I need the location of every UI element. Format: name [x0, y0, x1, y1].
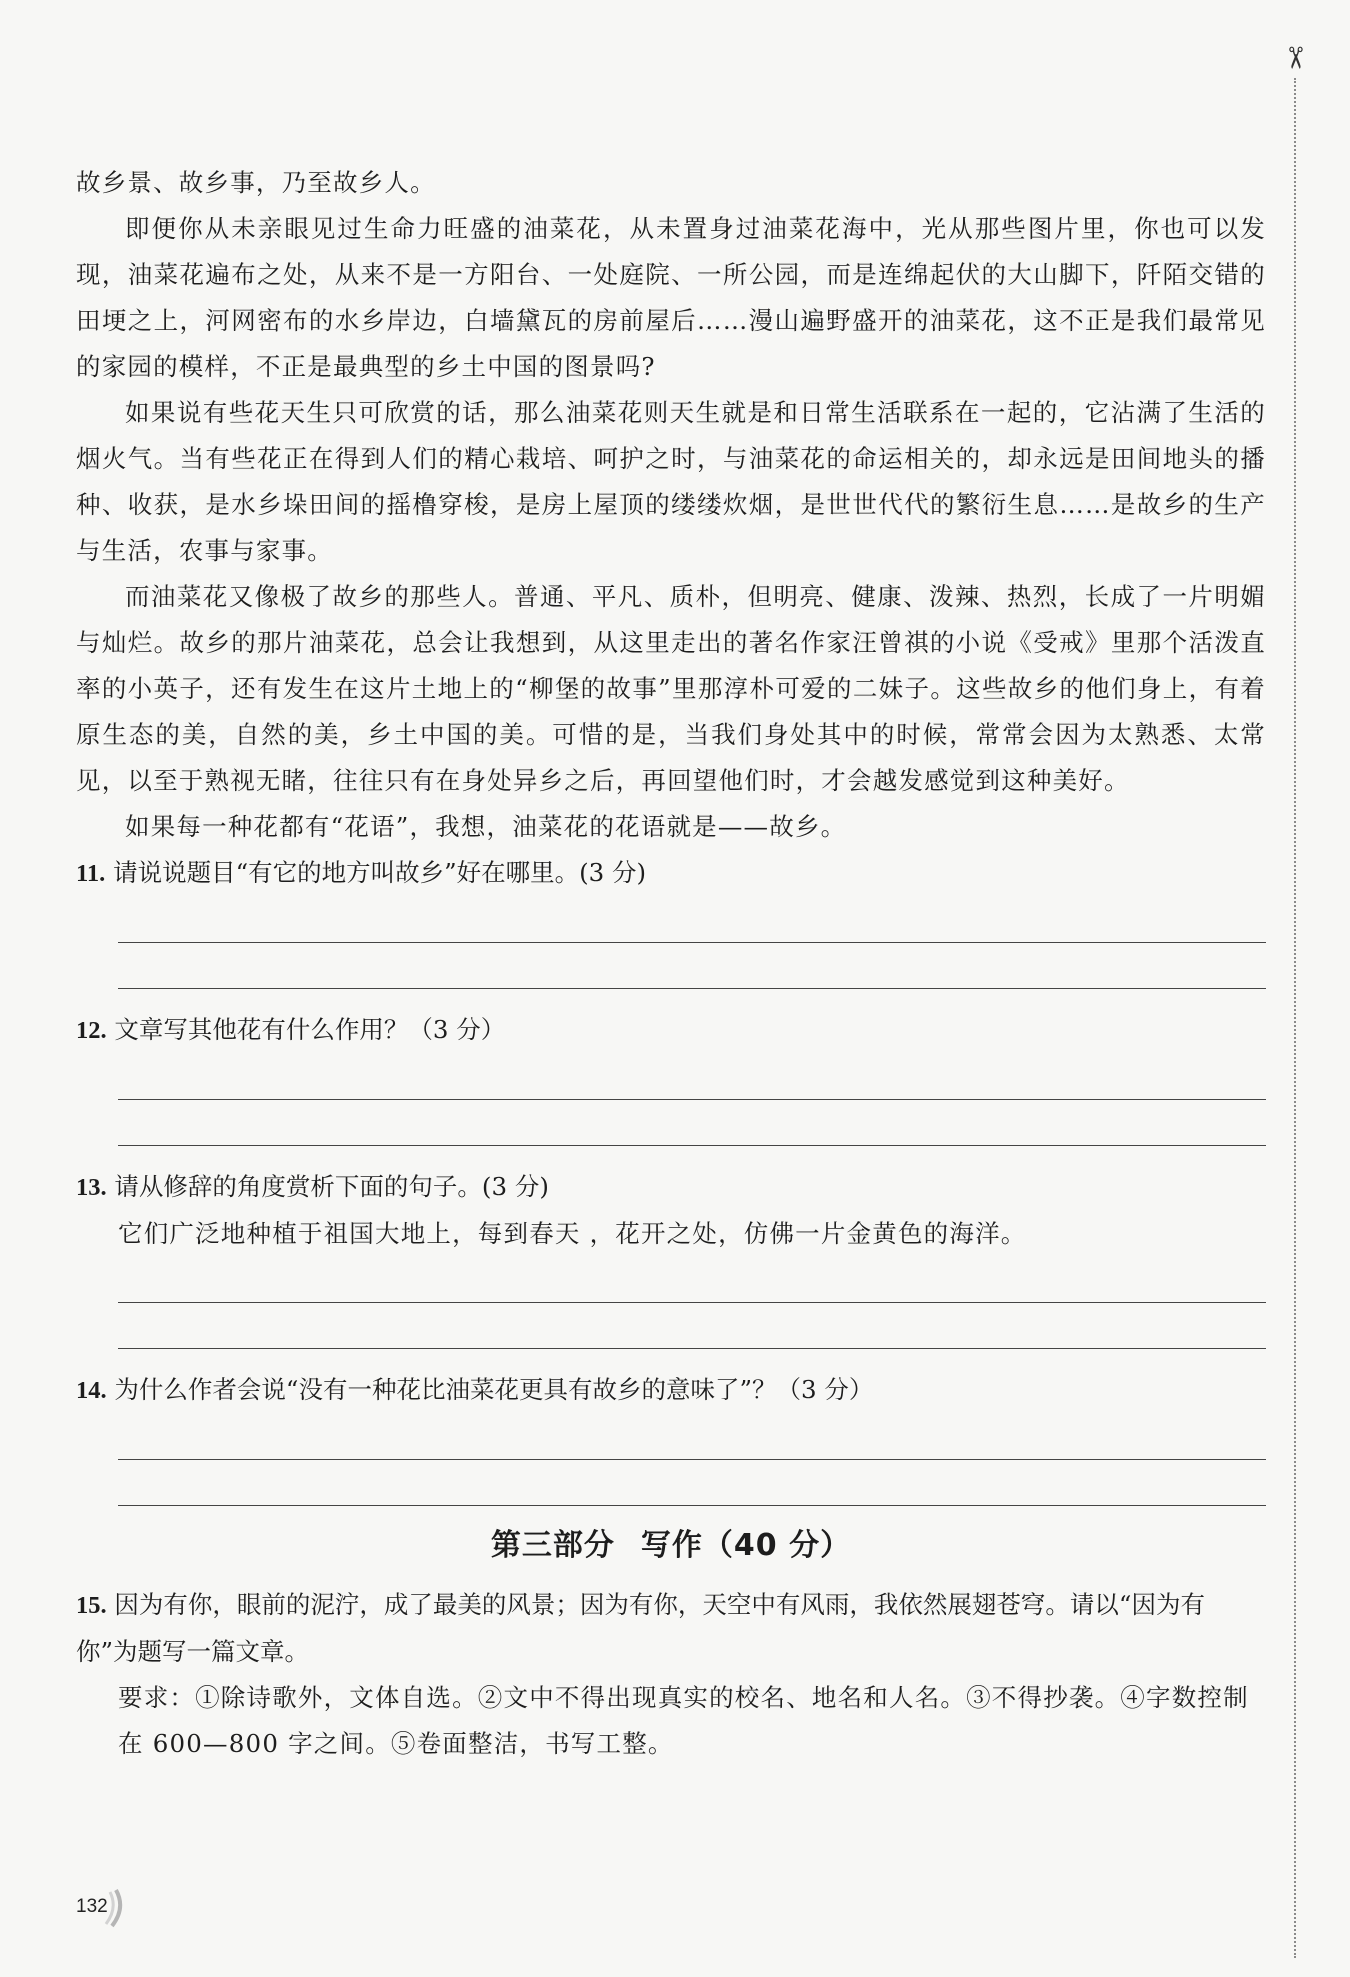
section-part: 第三部分 [490, 1528, 615, 1563]
page-number-badge [72, 1886, 128, 1930]
paragraph-1: 故乡景、故乡事，乃至故乡人。 [76, 168, 436, 197]
question-14 [76, 1367, 1266, 1414]
question-12 [76, 1007, 1266, 1054]
paragraph-5: 如果每一种花都有“花语”，我想，油菜花的花语就是——故乡。 [125, 812, 847, 841]
answer-line[interactable] [118, 1100, 1266, 1146]
question-text: 请说说题目“有它的地方叫故乡”好在哪里。(3 分) [113, 858, 647, 887]
answer-line[interactable] [118, 1303, 1266, 1349]
question-number: 11. [76, 860, 106, 887]
question-text: 为什么作者会说“没有一种花比油菜花更具有故乡的意味了”？（3 分） [114, 1375, 874, 1404]
question-13 [76, 1164, 1266, 1211]
answer-line[interactable] [118, 897, 1266, 943]
paragraph-4: 而油菜花又像极了故乡的那些人。普通、平凡、质朴，但明亮、健康、泼辣、热烈，长成了一片明媚与灿烂。故乡的那片油菜花，总会让我想到，从这里走出的著名作家汪曾祺的小说《受戒》里那个活泼直率的小英子，还有发生在这片土地上的“柳堡的故事”里那淳朴可爱的二妹子。这些故乡的他们身上，有着原生态的美，自然的美，乡土中国的美。可惜的是，当我们身处其中的时候，常常会因为太熟悉、太常见，以至于熟视无睹，往往只有在身处异乡之后，再回望他们时，才会越发感觉到这种美好。 [76, 582, 1266, 795]
question-text: 请从修辞的角度赏析下面的句子。(3 分) [114, 1172, 549, 1201]
page-number: 132 [76, 1896, 108, 1917]
answer-line[interactable] [118, 1257, 1266, 1303]
section-title [76, 1514, 1266, 1578]
question-text: 文章写其他花有什么作用？（3 分） [114, 1015, 506, 1044]
question-15 [76, 1582, 1266, 1675]
question-13-sentence: 它们广泛地种植于祖国大地上，每到春天 ，花开之处，仿佛一片金黄色的海洋。 [118, 1219, 1027, 1248]
writing-prompt: 因为有你，眼前的泥泞，成了最美的风景；因为有你，天空中有风雨，我依然展翅苍穹。请以“因为有你”为题写一篇文章。 [76, 1590, 1205, 1666]
paragraph-2: 即便你从未亲眼见过生命力旺盛的油菜花，从未置身过油菜花海中，光从那些图片里，你也可以发现，油菜花遍布之处，从来不是一方阳台、一处庭院、一所公园，而是连绵起伏的大山脚下，阡陌交错的田埂之上，河网密布的水乡岸边，白墙黛瓦的房前屋后……漫山遍野盛开的油菜花，这不正是我们最常见的家园的模样，不正是最典型的乡土中国的图景吗? [76, 214, 1266, 381]
answer-line[interactable] [118, 1414, 1266, 1460]
question-number: 12. [76, 1017, 107, 1044]
page-content [76, 160, 1266, 1767]
question-number: 14. [76, 1377, 107, 1404]
answer-line[interactable] [118, 1460, 1266, 1506]
answer-line[interactable] [118, 943, 1266, 989]
answer-line[interactable] [118, 1054, 1266, 1100]
scissors-icon: ✂ [1277, 45, 1312, 71]
cut-line [1294, 78, 1296, 1958]
question-number: 15. [76, 1592, 107, 1619]
question-number: 13. [76, 1174, 107, 1201]
paragraph-3: 如果说有些花天生只可欣赏的话，那么油菜花则天生就是和日常生活联系在一起的，它沾满了生活的烟火气。当有些花正在得到人们的精心栽培、呵护之时，与油菜花的命运相关的，却永远是田间地头的播种、收获，是水乡垛田间的摇橹穿梭，是房上屋顶的缕缕炊烟，是世世代代的繁衍生息……是故乡的生产与生活，农事与家事。 [76, 398, 1266, 565]
section-name: 写作（40 分） [640, 1528, 852, 1563]
question-11 [76, 850, 1266, 897]
writing-requirements: 要求：①除诗歌外，文体自选。②文中不得出现真实的校名、地名和人名。③不得抄袭。④字数控制在 600—800 字之间。⑤卷面整洁，书写工整。 [118, 1683, 1249, 1758]
